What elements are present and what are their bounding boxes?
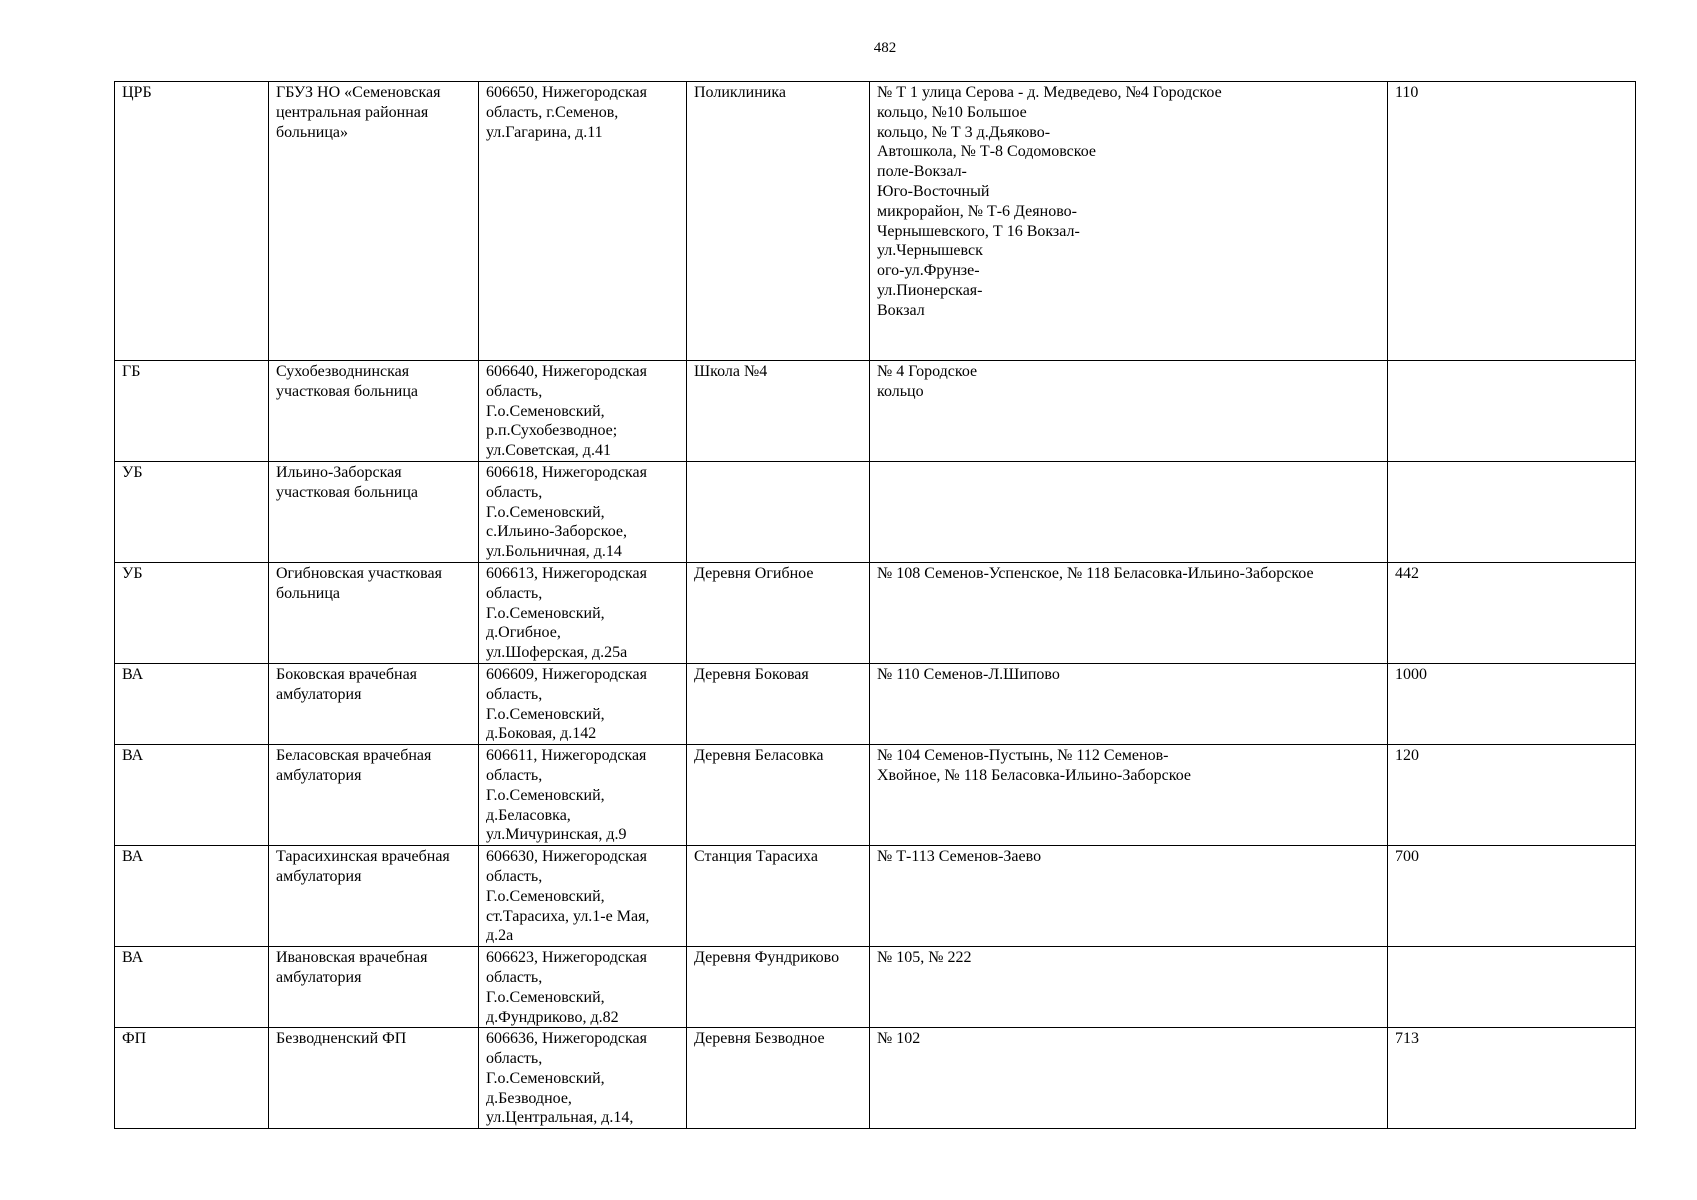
cell-name: Тарасихинская врачебная амбулатория [269,846,479,947]
cell-address: 606611, Нижегородская область, Г.о.Семеновский, д.Беласовка, ул.Мичуринская, д.9 [479,745,687,846]
cell-type: ВА [115,745,269,846]
cell-name: Ивановская врачебная амбулатория [269,947,479,1028]
cell-type: ВА [115,663,269,744]
table-row [115,461,1636,562]
cell-distance: 713 [1388,1028,1636,1129]
cell-distance: 120 [1388,745,1636,846]
cell-address: 606609, Нижегородская область, Г.о.Семеновский, д.Боковая, д.142 [479,663,687,744]
cell-name: Боковская врачебная амбулатория [269,663,479,744]
cell-name: ГБУЗ НО «Семеновская центральная районная больница» [269,82,479,361]
cell-routes [870,461,1388,562]
cell-routes: № 104 Семенов-Пустынь, № 112 Семенов- Хвойное, № 118 Беласовка-Ильино-Заборское [870,745,1388,846]
cell-stop: Деревня Огибное [687,562,870,663]
cell-distance: 700 [1388,846,1636,947]
cell-address: 606613, Нижегородская область, Г.о.Семеновский, д.Огибное, ул.Шоферская, д.25а [479,562,687,663]
cell-distance: 1000 [1388,663,1636,744]
cell-stop: Деревня Безводное [687,1028,870,1129]
cell-distance [1388,947,1636,1028]
cell-routes: № 108 Семенов-Успенское, № 118 Беласовка-Ильино-Заборское [870,562,1388,663]
cell-address: 606640, Нижегородская область, Г.о.Семеновский, р.п.Сухобезводное; ул.Советская, д.41 [479,361,687,462]
cell-routes: № 102 [870,1028,1388,1129]
cell-address: 606650, Нижегородская область, г.Семенов, ул.Гагарина, д.11 [479,82,687,361]
cell-routes: № 105, № 222 [870,947,1388,1028]
page-number: 482 [873,40,897,56]
cell-address: 606636, Нижегородская область, Г.о.Семеновский, д.Безводное, ул.Центральная, д.14, [479,1028,687,1129]
cell-name: Безводненский ФП [269,1028,479,1129]
cell-type: ГБ [115,361,269,462]
cell-type: ВА [115,947,269,1028]
cell-routes: № Т 1 улица Серова - д. Медведево, №4 Городское кольцо, №10 Большое кольцо, № Т 3 д.Дьяково- Автошкола, № Т-8 Содомовское поле-Вокзал- Юго-Восточный микрорайон, № Т-6 Деяново- Чернышевского, Т 16 Вокзал- ул.Чернышевск ого-ул.Фрунзе- ул.Пионерская- Вокзал [870,82,1388,361]
cell-type: ЦРБ [115,82,269,361]
table-row [115,1028,1636,1129]
cell-address: 606618, Нижегородская область, Г.о.Семеновский, с.Ильино-Заборское, ул.Больничная, д.14 [479,461,687,562]
cell-stop: Школа №4 [687,361,870,462]
cell-routes: № 4 Городское кольцо [870,361,1388,462]
cell-type: ВА [115,846,269,947]
cell-distance [1388,361,1636,462]
cell-routes: № 110 Семенов-Л.Шипово [870,663,1388,744]
cell-address: 606630, Нижегородская область, Г.о.Семеновский, ст.Тарасиха, ул.1-е Мая, д.2а [479,846,687,947]
cell-stop: Деревня Фундриково [687,947,870,1028]
cell-stop: Поликлиника [687,82,870,361]
cell-routes: № Т-113 Семенов-Заево [870,846,1388,947]
cell-name: Сухобезводнинская участковая больница [269,361,479,462]
cell-stop [687,461,870,562]
table-row [115,82,1636,361]
cell-name: Ильино-Заборская участковая больница [269,461,479,562]
table-row [115,663,1636,744]
cell-type: УБ [115,562,269,663]
cell-distance: 110 [1388,82,1636,361]
cell-address: 606623, Нижегородская область, Г.о.Семеновский, д.Фундриково, д.82 [479,947,687,1028]
cell-distance: 442 [1388,562,1636,663]
cell-type: ФП [115,1028,269,1129]
table-row [115,361,1636,462]
cell-distance [1388,461,1636,562]
cell-stop: Деревня Беласовка [687,745,870,846]
table-row [115,562,1636,663]
table-row [115,846,1636,947]
cell-name: Огибновская участковая больница [269,562,479,663]
cell-name: Беласовская врачебная амбулатория [269,745,479,846]
cell-type: УБ [115,461,269,562]
cell-stop: Деревня Боковая [687,663,870,744]
cell-stop: Станция Тарасиха [687,846,870,947]
table-row [115,745,1636,846]
facilities-table [114,81,1636,1129]
table-row [115,947,1636,1028]
